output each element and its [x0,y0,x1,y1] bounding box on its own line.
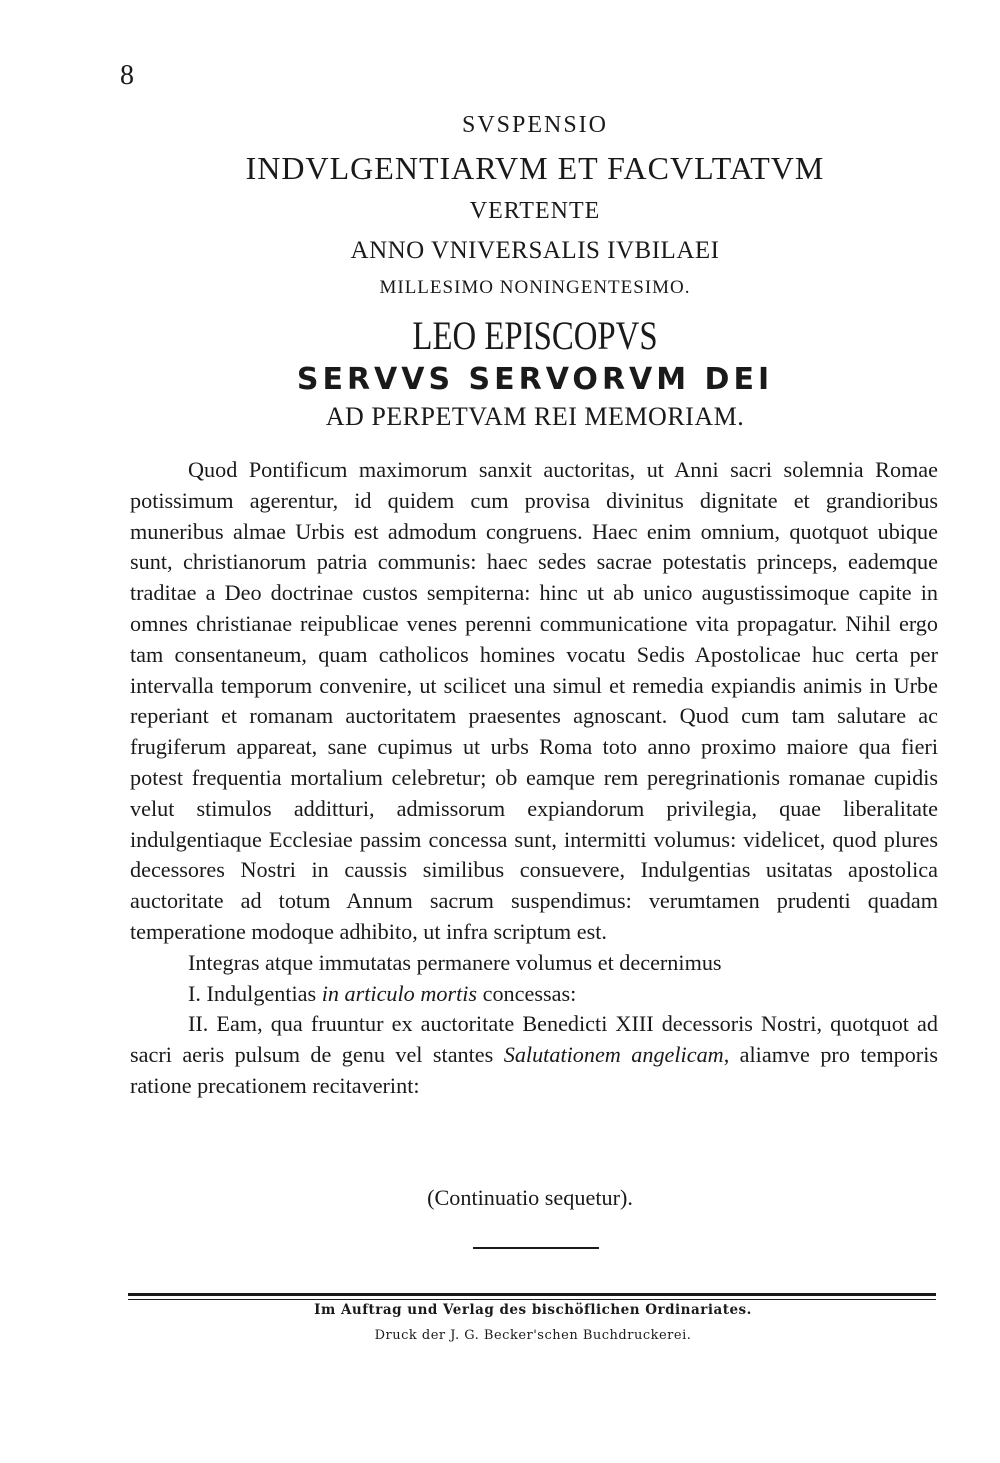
paragraph-1: Quod Pontificum maximorum sanxit auctoritas, ut Anni sacri solemnia Romae potissimum agerentur, id quidem cum provisa divinitus dignitate et grandioribus muneribus almae Urbis est admodum congruens. Haec enim omnium, quotquot ubique sunt, christianorum patria communis: haec sedes sacrae potestatis princeps, eademque traditae a Deo doctrinae custos sempiterna: hinc ut ab unico augustissimoque capite in omnes christianae reipublicae venes perenni communicatione vita propagatur. Nihil ergo tam consentaneum, quam catholicos homines vocatu Sedis Apostolicae huc certa per intervalla temporum convenire, ut scilicet una simul et remedia expiandis animis in Urbe reperiant et romanam auctoritatem praesentes agnoscant. Quod cum tam salutare ac frugiferum appareat, sane cupimus ut urbs Roma toto anno proximo maiore qua fieri potest frequentia mortalium celebretur; ob eamque rem peregrinationis romanae cupidis velut stimulos additturi, admissorum expiandorum privilegia, quae liberalitate indulgentiaque Ecclesiae passim concessa sunt, intermitti volumus: videlicet, quod plures decessores Nostri in caussis similibus consuevere, Indulgentias usitatas apostolica auctoritate ad totum Annum sacrum suspendimus: verumtamen prudenti quadam temperatione modoque adhibito, ut infra scriptum est. [130,457,938,944]
body-text [130,455,938,1102]
paragraph-2: Integras atque immutatas permanere volumus et decernimus [188,949,722,975]
item-1-italic: in articulo mortis [321,980,478,1006]
item-1-suffix: concessas: [477,980,577,1006]
heading-line-2: INDVLGENTIARVM ET FACVLTATVM [245,150,825,186]
heading-line-4: ANNO VNIVERSALIS IVBILAEI [350,237,720,264]
footer-rule-thin [128,1299,936,1300]
page-number: 8 [120,60,134,91]
heading-line-6: LEO EPISCOPVS [412,313,658,358]
heading-line-1: SVSPENSIO [461,112,609,138]
continuation-note: (Continuatio sequetur). [427,1185,633,1210]
item-2-italic: Salutationem angelicam [503,1042,724,1068]
item-1-prefix: I. Indulgentias [188,980,322,1006]
list-item-1 [130,979,938,1010]
list-item-2 [130,1009,938,1101]
heading-line-3: VERTENTE [469,198,601,224]
item-2-prefix: II. Eam, qua fruuntur ex auctoritate Benedicti XIII decessoris Nostri, quotquot ad sacri aeris pulsum de genu vel stantes [130,1011,938,1068]
footer-rule-thick [128,1293,936,1296]
heading-line-5: MILLESIMO NONINGENTESIMO. [379,277,691,298]
footer-publisher: Im Auftrag und Verlag des bischöflichen Ordinariates. [314,1302,752,1318]
heading-line-8: AD PERPETVAM REI MEMORIAM. [325,402,745,431]
heading-line-7: SERVVS SERVORVM DEI [296,362,774,397]
footer-printer: Druck der J. G. Becker'schen Buchdruckerei. [374,1328,692,1343]
section-divider [473,1247,599,1249]
item-2-suffix: , aliamve pro temporis ratione precationem recitaverint: [130,1042,938,1098]
